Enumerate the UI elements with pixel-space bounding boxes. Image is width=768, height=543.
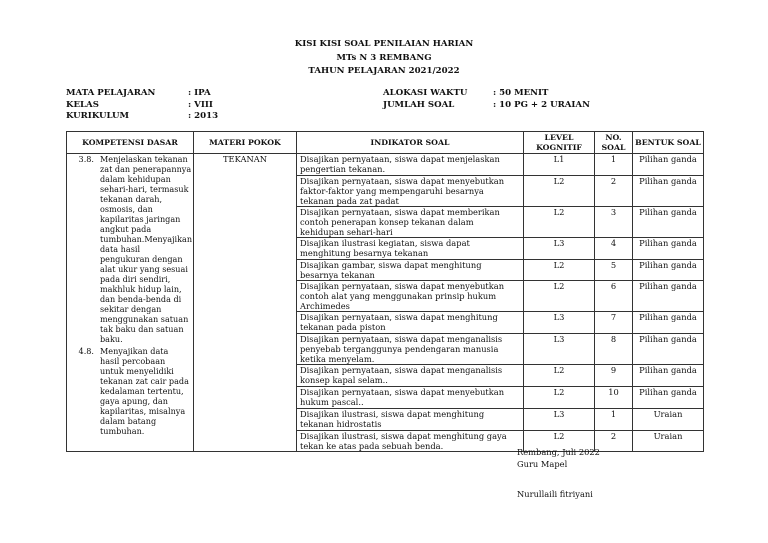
- level-cell: L3: [524, 237, 595, 259]
- indikator-cell: Disajikan ilustrasi kegiatan, siswa dapat menghitung besarnya tekanan: [297, 237, 524, 259]
- kompetensi-item: [70, 346, 190, 436]
- label-mata-pelajaran: MATA PELAJARAN: [66, 88, 156, 98]
- indikator-cell: Disajikan gambar, siswa dapat menghitung besarnya tekanan: [297, 259, 524, 281]
- no-soal-cell: 6: [595, 281, 633, 312]
- table-row: [67, 154, 704, 176]
- bentuk-soal-cell: Pilihan ganda: [633, 386, 704, 408]
- level-cell: L2: [524, 259, 595, 281]
- indikator-cell: Disajikan ilustrasi, siswa dapat menghitung tekanan hidrostatis: [297, 408, 524, 430]
- level-cell: L2: [524, 386, 595, 408]
- header-no-soal: [595, 132, 633, 154]
- bentuk-soal-cell: Pilihan ganda: [633, 259, 704, 281]
- level-cell: L2: [524, 430, 595, 452]
- signature-role: Guru Mapel: [517, 459, 568, 469]
- value-mata-pelajaran: : IPA: [188, 88, 211, 98]
- bentuk-soal-cell: Uraian: [633, 430, 704, 452]
- meta-left-labels: [66, 88, 155, 123]
- kompetensi-number: 4.8.: [78, 346, 94, 356]
- header-level-line2: KOGNITIF: [536, 142, 582, 152]
- no-soal-cell: 10: [595, 386, 633, 408]
- bentuk-soal-cell: Pilihan ganda: [633, 237, 704, 259]
- label-alokasi-waktu: ALOKASI WAKTU: [383, 88, 468, 98]
- bentuk-soal-cell: Pilihan ganda: [633, 175, 704, 206]
- no-soal-cell: 4: [595, 237, 633, 259]
- kompetensi-number: 3.8.: [78, 154, 94, 164]
- kompetensi-item: [70, 154, 193, 344]
- indikator-cell: Disajikan pernyataan, siswa dapat menyebutkan contoh alat yang menggunakan prinsip hukum Archimedes: [297, 281, 524, 312]
- no-soal-cell: 1: [595, 154, 633, 176]
- document-title: KISI KISI SOAL PENILAIAN HARIAN: [294, 39, 474, 49]
- no-soal-cell: 1: [595, 408, 633, 430]
- kompetensi-text: Menjelaskan tekanan zat dan penerapannya dalam kehidupan sehari-hari, termasuk tekanan darah, osmosis, dan kapilaritas jaringan angkut pada tumbuhan.Menyajikan data hasil pengukuran dengan alat ukur yang sesuai pada diri sendiri, makhluk hidup lain, dan benda-benda di sekitar dengan menggunakan satuan tak baku dan satuan baku.: [100, 154, 193, 344]
- bentuk-soal-cell: Pilihan ganda: [633, 281, 704, 312]
- level-cell: L2: [524, 365, 595, 387]
- level-cell: L2: [524, 175, 595, 206]
- signature-place-date: Rembang, Juli 2022: [517, 447, 600, 457]
- header-level-kognitif: [524, 132, 595, 154]
- indikator-cell: Disajikan pernyataan, siswa dapat memberikan contoh penerapan konsep tekanan dalam kehidupan sehari-hari: [297, 206, 524, 237]
- no-soal-cell: 8: [595, 334, 633, 365]
- meta-right-labels: [383, 88, 467, 111]
- bentuk-soal-cell: Pilihan ganda: [633, 154, 704, 176]
- indikator-cell: Disajikan pernyataan, siswa dapat menganalisis konsep kapal selam..: [297, 365, 524, 387]
- no-soal-cell: 9: [595, 365, 633, 387]
- bentuk-soal-cell: Pilihan ganda: [633, 365, 704, 387]
- meta-left-values: [188, 88, 218, 123]
- label-jumlah-soal: JUMLAH SOAL: [383, 99, 455, 110]
- materi-pokok-cell: TEKANAN: [194, 154, 297, 452]
- value-kurikulum: : 2013: [188, 111, 219, 122]
- indikator-cell: Disajikan pernyataan, siswa dapat menyebutkan faktor-faktor yang mempengaruhi besarnya tekanan pada zat padat: [297, 175, 524, 206]
- header-kompetensi-dasar: KOMPETENSI DASAR: [67, 132, 194, 154]
- bentuk-soal-cell: Pilihan ganda: [633, 334, 704, 365]
- indikator-cell: Disajikan pernyataan, siswa dapat menghitung tekanan pada piston: [297, 312, 524, 334]
- table-header-row: [67, 132, 704, 154]
- header-no-line1: NO.: [605, 133, 622, 142]
- indikator-cell: Disajikan pernyataan, siswa dapat menyebutkan hukum pascal..: [297, 386, 524, 408]
- kompetensi-text: Menyajikan data hasil percobaan untuk menyelidiki tekanan zat cair pada kedalaman tertentu, gaya apung, dan kapilaritas, misalnya dalam batang tumbuhan.: [100, 346, 189, 436]
- level-cell: L1: [524, 154, 595, 176]
- label-kelas: KELAS: [66, 99, 99, 110]
- no-soal-cell: 7: [595, 312, 633, 334]
- header-materi-pokok: MATERI POKOK: [194, 132, 297, 154]
- level-cell: L3: [524, 312, 595, 334]
- indikator-cell: Disajikan ilustrasi, siswa dapat menghitung gaya tekan ke atas pada sebuah benda.: [297, 430, 524, 452]
- header-level-line1: LEVEL: [544, 133, 574, 142]
- meta-right-values: [493, 88, 590, 111]
- level-cell: L2: [524, 206, 595, 237]
- value-alokasi-waktu: : 50 MENIT: [493, 88, 549, 98]
- academic-year: TAHUN PELAJARAN 2021/2022: [308, 66, 460, 76]
- label-kurikulum: KURIKULUM: [66, 111, 130, 122]
- level-cell: L3: [524, 334, 595, 365]
- header-no-line2: SOAL: [601, 142, 626, 152]
- no-soal-cell: 2: [595, 430, 633, 452]
- bentuk-soal-cell: Pilihan ganda: [633, 206, 704, 237]
- value-kelas: : VIII: [188, 99, 213, 110]
- bentuk-soal-cell: Uraian: [633, 408, 704, 430]
- kisi-kisi-table: [66, 131, 704, 452]
- signature-name: Nurullaili fitriyani: [517, 489, 593, 499]
- indikator-cell: Disajikan pernyataan, siswa dapat menganalisis penyebab terganggunya pendengaran manusia ketika menyelam.: [297, 334, 524, 365]
- no-soal-cell: 3: [595, 206, 633, 237]
- kompetensi-dasar-cell: [67, 154, 194, 452]
- header-bentuk-soal: BENTUK SOAL: [633, 132, 704, 154]
- value-jumlah-soal: : 10 PG + 2 URAIAN: [493, 99, 590, 110]
- indikator-cell: Disajikan pernyataan, siswa dapat menjelaskan pengertian tekanan.: [297, 154, 524, 176]
- no-soal-cell: 5: [595, 259, 633, 281]
- level-cell: L3: [524, 408, 595, 430]
- header-indikator-soal: INDIKATOR SOAL: [297, 132, 524, 154]
- school-name: MTs N 3 REMBANG: [336, 53, 432, 63]
- no-soal-cell: 2: [595, 175, 633, 206]
- bentuk-soal-cell: Pilihan ganda: [633, 312, 704, 334]
- level-cell: L2: [524, 281, 595, 312]
